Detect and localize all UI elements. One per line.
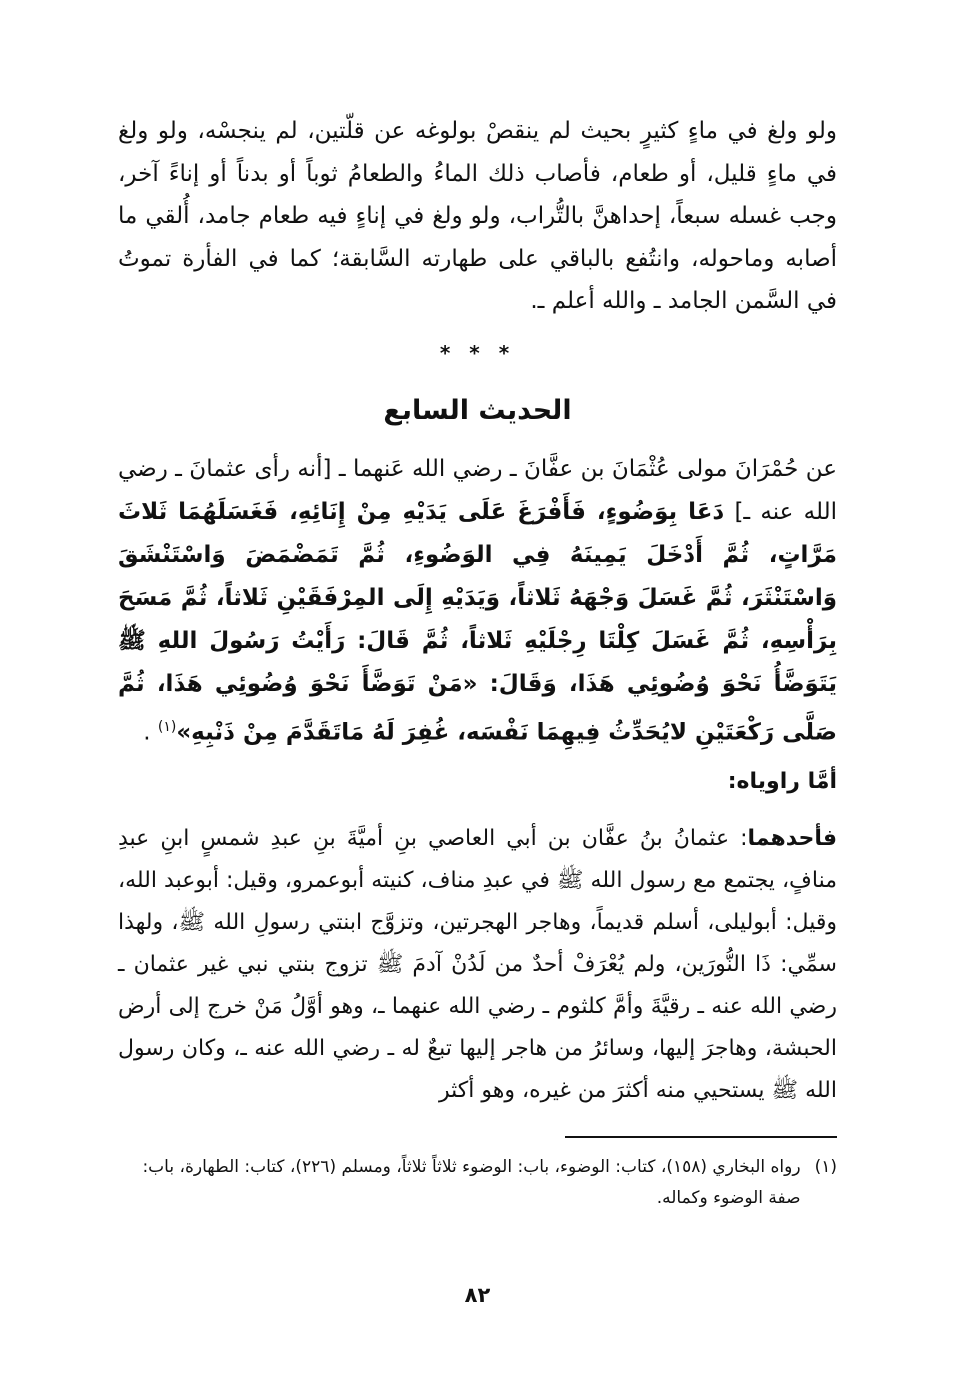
hadith-end: . — [143, 719, 158, 746]
hadith-intro: عن حُمْرَانَ مولى عُثْمَانَ بن عفَّانَ ـ رضي الله عَنهما ـ [أنه رأى عثمانَ ـ رضي الله عنه ـ] — [118, 455, 837, 525]
hadith-text — [118, 448, 837, 755]
narrator-lead: فأحدهما — [747, 826, 837, 852]
intro-paragraph: ولو ولغ في ماءٍ كثيرٍ بحيث لم ينقصْ بولوغه عن قلّتين، لم ينجسْه، ولو ولغ في ماءٍ قليل، أو طعام، فأصاب ذلك الماءُ والطعامُ ثوباً أو بدناً أو إناءً آخر، وجب غسله سبعاً، إحداهنَّ بالتُّراب، ولو ولغ في إناءٍ فيه طعام جامد، أُلقي ما أصابه وماحوله، وانتُفع بالباقي على طهارته السَّابقة؛ كما في الفأرة تموتُ في السَّمن الجامد ـ والله أعلم ـ. — [118, 118, 837, 314]
page-content — [118, 110, 837, 1383]
footnote-divider — [565, 1136, 837, 1138]
footnote-reference[interactable]: (١) — [157, 718, 177, 735]
section-title: الحديث السابع — [383, 394, 572, 426]
page-number: ٨٢ — [464, 1283, 491, 1307]
footnote — [118, 1152, 837, 1214]
section-separator: * * * — [439, 340, 516, 365]
narrator-paragraph — [118, 818, 837, 1112]
narrators-heading: أمَّا راوياه: — [727, 769, 837, 795]
hadith-quote: دَعَا بِوَضُوءٍ، فَأَفْرَغَ عَلَى يَدَيْهِ مِنْ إِنَائِهِ، فَغَسَلَهُمَا ثَلاثَ مَرَّاتٍ، ثُمَّ أَدْخَلَ يَمِينَهُ فِي الوَضُوءِ، ثُمَّ تَمَضْمَضَ وَاسْتَنْشَقَ وَاسْتَنْثَرَ، ثُمَّ غَسَلَ وَجْهَهُ ثَلاثاً، وَيَدَيْهِ إِلَى المِرْفَقَيْنِ ثَلاثاً، ثُمَّ مَسَحَ بِرَأْسِهِ، ثُمَّ غَسَلَ كِلْتَا رِجْلَيْهِ ثَلاثاً، ثُمَّ قَالَ: رَأَيْتُ رَسُولَ اللهِ ﷺ يَتَوَضَّأُ نَحْوَ وُضُوئِي هَذَا، وَقَالَ: «مَنْ تَوَضَّأَ نَحْوَ وُضُوئِي هَذَا، ثُمَّ صَلَّى رَكْعَتَيْنِ لايُحَدِّثُ فِيهِمَا نَفْسَه، غُفِرَ لَهُ مَاتَقَدَّمَ مِنْ ذَنْبِهِ» — [118, 498, 837, 746]
footnote-number: (١) — [814, 1157, 837, 1178]
narrator-text: : عثمانُ بنُ عفَّان بن أبي العاصي بنِ أميَّةَ بنِ عبدِ شمسٍ ابنِ عبدِ منافٍ، يجتمع مع رسول الله ﷺ في عبدِ مناف، كنيته أبوعمرو، وقيل: أبوعبد الله، وقيل: أبوليلى، أسلم قديماً، وهاجر الهجرتين، وتزوَّج ابنتي رسولِ الله ﷺ، ولهذا سمِّي: ذَا النُّورَين، ولم يُعْرَفْ أحدٌ من لَدُنْ آدمَ ﷺ تزوج بنتي نبي غير عثمان ـ رضي الله عنه ـ رقيَّةَ وأمَّ كلثوم ـ رضي الله عنهما ـ، وهو أوَّلُ مَنْ خرج إلى أرض الحبشة، وهاجرَ إليها، وسائرُ من هاجر إليها تبعٌ له ـ رضي الله عنه ـ، وكان رسول الله ﷺ يستحيي منه أكثرَ من غيره، وهو أكثر — [118, 826, 837, 1104]
footnote-text: رواه البخاري (١٥٨)، كتاب: الوضوء، باب: الوضوء ثلاثاً ثلاثاً، ومسلم (٢٢٦)، كتاب: الطهارة، باب: صفة الوضوء وكماله. — [142, 1157, 801, 1209]
